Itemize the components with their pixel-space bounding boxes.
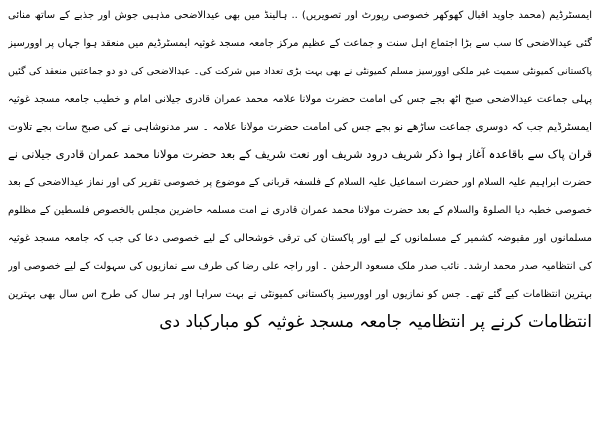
- article-line: ایمسٹرڈیم جب کہ دوسری جماعت ساڑھے نو بجے جس کی امامت حضرت مولانا علامہ ۔ سر مدنوشاہی نے کی صبح سات بجے تلاوت: [8, 120, 592, 133]
- article-line: قران پاک سے باقاعدہ آغاز ہوا ذکر شریف درود شریف اور نعت شریف کے بعد حضرت مولانا محمد عمران قادری جیلانی نے: [8, 147, 592, 162]
- article-line: بہترین انتظامات کیے گئے تھے۔ جس کو نمازیوں اور اوورسیز پاکستانی کمیونٹی نے بہت سراہا اور ہر سال کی طرح اس سال بھی بہترین: [8, 288, 592, 300]
- article-line: خصوصی خطبہ دیا الصلوۃ والسلام کے بعد حضرت مولانا محمد عمران قادری نے امت مسلمہ حاضرین مجلس بالخصوص فلسطین کے مظلوم: [8, 205, 592, 217]
- urdu-article-body: [8, 2, 592, 337]
- article-line-last: انتظامات کرنے پر انتظامیہ جامعہ مسجد غوثیہ کو مبارکباد دی: [159, 311, 592, 332]
- article-line: پہلی جماعت عیدالاضحی صبح اٹھ بجے جس کی امامت حضرت مولانا علامہ محمد عمران قادری جیلانی امام و خطیب جامعہ مسجد غوثیہ: [8, 93, 592, 105]
- article-line: گئی عیدالاضحی کا سب سے بڑا اجتماع اہل سنت و جماعت کے عظیم مرکز جامعہ مسجد غوثیہ ایمسٹرڈیم میں منعقد ہوا جہاں پر اوورسیز: [8, 37, 592, 49]
- article-line: ایمسٹرڈیم (محمد جاوید اقبال کھوکھر خصوصی رپورٹ اور تصویریں) .. ہالینڈ میں بھی عیدالاضحی مذہبی جوش اور جذبے کے ساتھ منائی: [8, 10, 592, 21]
- article-line: حضرت ابراہیم علیہ السلام اور حضرت اسماعیل علیہ السلام کے فلسفہ قربانی کے موضوع پر خصوصی تقریر کی اور نماز عیدالاضحی کے بعد: [8, 177, 592, 189]
- article-line: کی انتظامیہ صدر محمد ارشد۔ نائب صدر ملک مسعود الرحمٰن ۔ اور راجہ علی رضا کی طرف سے نمازیوں کی سہولت کے لیے خصوصی اور: [8, 261, 592, 273]
- article-line: پاکستانی کمیونٹی سمیت غیر ملکی اوورسیز مسلم کمیونٹی نے بھی بہت بڑی تعداد میں شرکت کی۔ عیدالاضحی کی دو دو جماعتیں منعقد کی گئیں: [8, 65, 592, 77]
- article-line: مسلمانوں اور مقبوضہ کشمیر کے مسلمانوں کے لیے اور پاکستان کی ترقی خوشحالی کے لیے خصوصی دعا کی جب کہ جامعہ مسجد غوثیہ: [8, 233, 592, 245]
